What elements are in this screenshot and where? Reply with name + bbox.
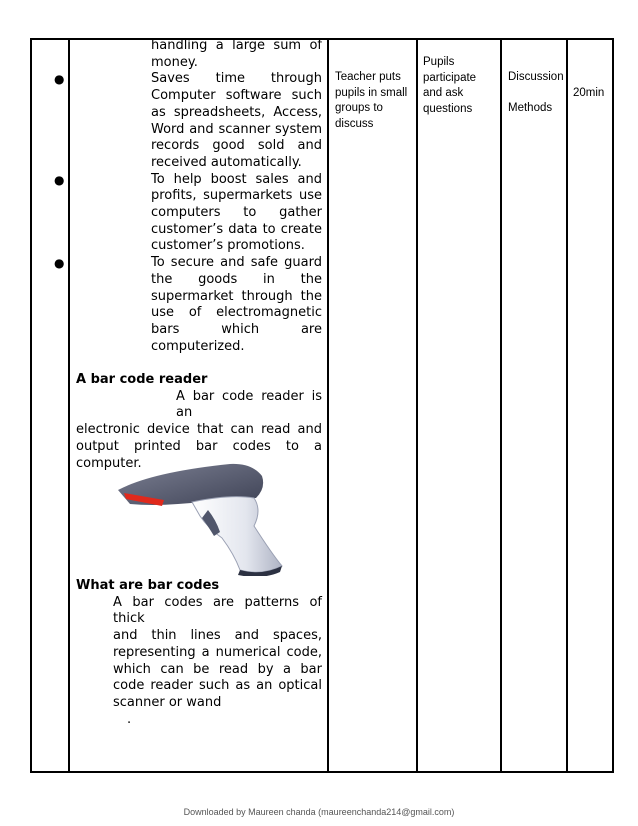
text-line: A bar code reader is an <box>176 388 322 421</box>
text-line: records good sold and <box>151 138 322 154</box>
text-line: computers to gather <box>151 205 322 221</box>
text-line: To secure and safe guard <box>151 255 322 271</box>
bullet-item <box>54 71 322 171</box>
bar-codes-section <box>76 578 322 728</box>
section-heading: What are bar codes <box>76 578 220 593</box>
download-footer: Downloaded by Maureen chanda (maureenchanda214@gmail.com) <box>183 807 455 817</box>
lesson-content <box>54 38 322 472</box>
text-line: Computer software such <box>151 88 322 104</box>
text-line: received automatically. <box>151 154 302 170</box>
methods-cell <box>508 70 564 117</box>
text-line: Methods <box>508 102 553 114</box>
pupil-activity-cell <box>423 55 476 117</box>
column-divider <box>500 38 502 773</box>
text-line: Discussion <box>508 71 564 83</box>
text-line: discuss <box>335 117 374 130</box>
text-line: computerized. <box>151 338 245 354</box>
text-line: electronic device that can read and <box>76 422 322 438</box>
teacher-activity-cell <box>335 70 407 132</box>
text-line: handling a large sum of <box>151 38 322 53</box>
text-line: the goods in the <box>151 271 322 287</box>
text-line: and thin lines and spaces, <box>113 628 322 644</box>
text-line: representing a numerical code, <box>113 644 322 660</box>
duration-cell: 20min <box>573 87 605 99</box>
text-line: Word and scanner system <box>151 121 322 137</box>
bullet-item <box>54 255 322 355</box>
continued-list-item <box>76 38 322 71</box>
text-line: . <box>127 711 132 727</box>
column-divider <box>68 38 70 773</box>
text-line: supermarket through the <box>151 288 322 304</box>
text-line: bars which are <box>151 321 322 337</box>
text-line: groups to <box>335 102 383 114</box>
text-line: To help boost sales and <box>151 171 322 187</box>
text-line: profits, supermarkets use <box>151 188 322 204</box>
text-line: and ask <box>423 87 464 99</box>
bullet-item <box>54 171 322 256</box>
bullet-icon: ● <box>54 72 65 87</box>
text-line: questions <box>423 102 473 115</box>
text-line: pupils in small <box>335 86 408 99</box>
text-line: output printed bar codes to a <box>76 438 322 454</box>
bullet-icon: ● <box>54 256 65 271</box>
text-line: as spreadsheets, Access, <box>151 104 322 120</box>
text-line: customer’s promotions. <box>151 238 305 254</box>
section-heading: A bar code reader <box>76 372 208 388</box>
text-line: Teacher puts <box>335 71 401 83</box>
text-line: scanner or wand <box>113 694 222 710</box>
text-line: code reader such as an optical <box>113 678 322 694</box>
column-divider <box>566 38 568 773</box>
column-divider <box>416 38 418 773</box>
text-line: use of electromagnetic <box>151 305 322 321</box>
text-line: which can be read by a bar <box>113 661 322 677</box>
barcode-scanner-image <box>112 458 288 576</box>
text-line: computer. <box>76 455 142 471</box>
column-divider <box>327 38 329 773</box>
text-line: Pupils <box>423 56 455 68</box>
text-line: money. <box>151 54 198 70</box>
bullet-icon: ● <box>54 172 65 187</box>
text-line: customer’s data to create <box>151 221 322 237</box>
text-line: participate <box>423 71 477 84</box>
text-line: A bar codes are patterns of thick <box>113 594 322 627</box>
text-line: Saves time through <box>151 71 322 87</box>
